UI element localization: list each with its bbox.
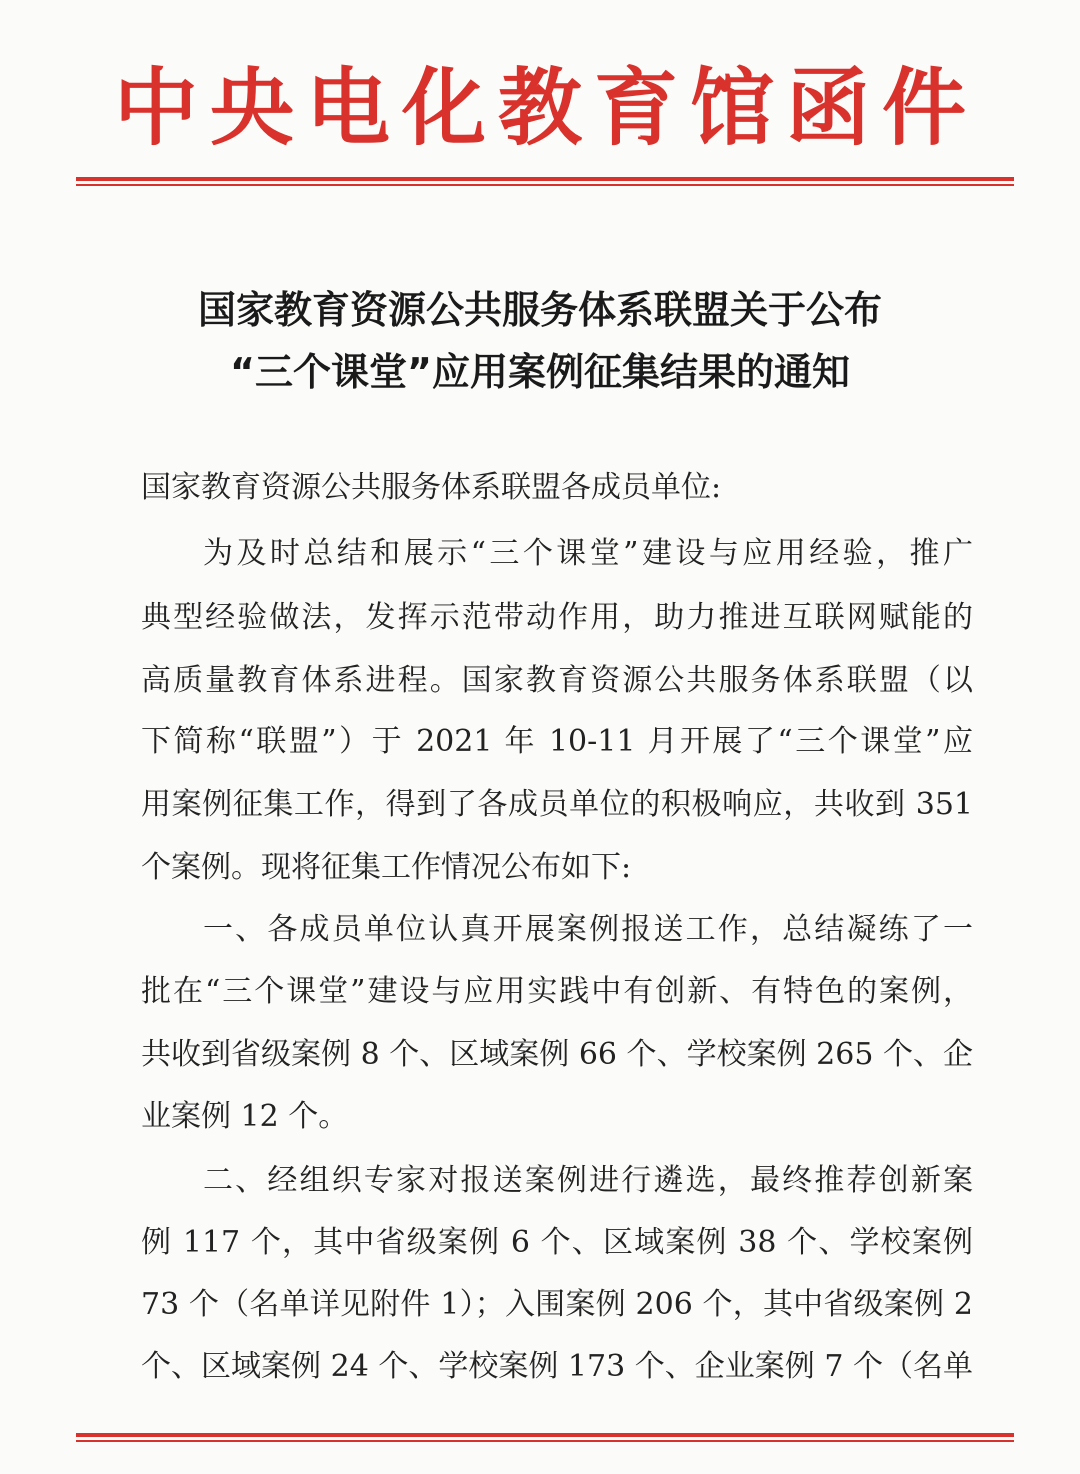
footer-divider — [76, 1433, 1014, 1442]
salutation: 国家教育资源公共服务体系联盟各成员单位: — [141, 470, 722, 505]
paragraph-line: 二、经组织专家对报送案例进行遴选，最终推荐创新案 — [203, 1163, 973, 1198]
paragraph-line: 典型经验做法，发挥示范带动作用，助力推进互联网赋能的 — [141, 600, 973, 635]
paragraph-line: 用案例征集工作，得到了各成员单位的积极响应，共收到 351 — [141, 787, 973, 822]
paragraph-line: 个、区域案例 24 个、学校案例 173 个、企业案例 7 个（名单 — [141, 1349, 973, 1384]
divider-thin-line — [76, 184, 1014, 186]
document-title-line-1: 国家教育资源公共服务体系联盟关于公布 — [197, 288, 882, 332]
paragraph-line: 业案例 12 个。 — [141, 1099, 349, 1134]
document-title-line-2: “三个课堂”应用案例征集结果的通知 — [230, 350, 850, 394]
paragraph-line: 批在“三个课堂”建设与应用实践中有创新、有特色的案例， — [141, 974, 973, 1009]
paragraph-line: 一、各成员单位认真开展案例报送工作，总结凝练了一 — [203, 912, 973, 947]
paragraph-line: 73 个（名单详见附件 1）；入围案例 206 个，其中省级案例 2 — [141, 1287, 973, 1322]
paragraph-line: 下简称“联盟”）于 2021 年 10-11 月开展了“三个课堂”应 — [141, 724, 973, 759]
paragraph-line: 高质量教育体系进程。国家教育资源公共服务体系联盟（以 — [141, 663, 973, 698]
paragraph-line: 例 117 个，其中省级案例 6 个、区域案例 38 个、学校案例 — [141, 1225, 973, 1260]
paragraph-line: 个案例。现将征集工作情况公布如下: — [141, 850, 632, 885]
paragraph-line: 共收到省级案例 8 个、区域案例 66 个、学校案例 265 个、企 — [141, 1037, 973, 1072]
paragraph-line: 为及时总结和展示“三个课堂”建设与应用经验，推广 — [203, 536, 973, 571]
letterhead-title: 中央电化教育馆函件 — [113, 59, 978, 157]
divider-thin-line — [76, 1440, 1014, 1442]
letterhead-divider — [76, 177, 1014, 186]
